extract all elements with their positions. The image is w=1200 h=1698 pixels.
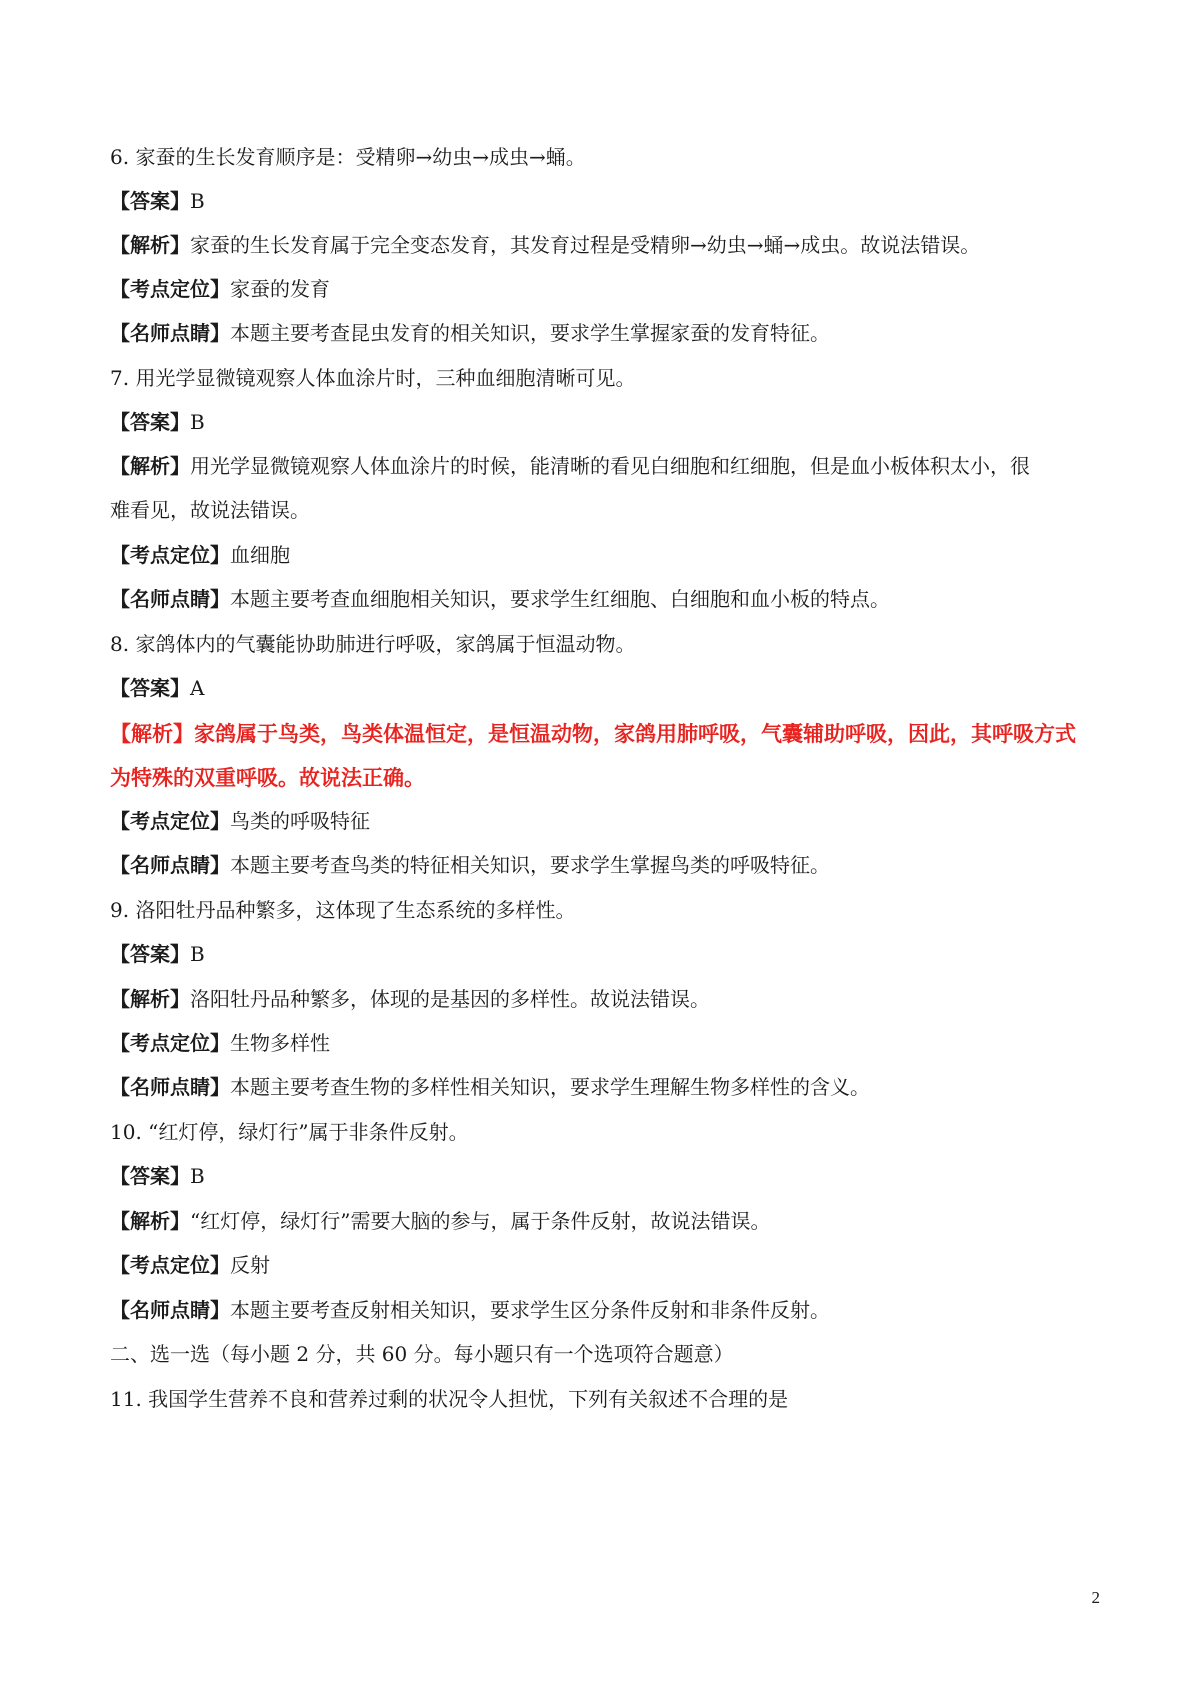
teacher-note-line	[110, 853, 830, 877]
topic-line	[110, 277, 330, 301]
topic-tag: 【考点定位】	[110, 809, 230, 833]
analysis-text: 洛阳牡丹品种繁多，体现的是基因的多样性。故说法错误。	[190, 987, 710, 1011]
topic-line	[110, 543, 290, 567]
answer-value: B	[190, 410, 205, 434]
question-9	[110, 898, 575, 922]
teacher-note-text: 本题主要考查反射相关知识，要求学生区分条件反射和非条件反射。	[230, 1298, 830, 1322]
answer-value: B	[190, 189, 205, 213]
answer-tag: 【答案】	[110, 676, 190, 700]
topic-text: 血细胞	[230, 543, 290, 567]
topic-text: 鸟类的呼吸特征	[230, 809, 370, 833]
teacher-note-line	[110, 587, 890, 611]
analysis-continuation-highlighted	[110, 766, 425, 790]
analysis-tag: 【解析】	[110, 722, 194, 746]
question-8	[110, 632, 635, 656]
analysis-line	[110, 233, 980, 257]
question-text: 9. 洛阳牡丹品种繁多，这体现了生态系统的多样性。	[110, 898, 576, 922]
analysis-line-highlighted	[110, 722, 1076, 746]
analysis-tag: 【解析】	[110, 1209, 190, 1233]
question-6	[110, 145, 586, 169]
section-heading	[110, 1342, 734, 1366]
teacher-note-tag: 【名师点睛】	[110, 1298, 230, 1322]
topic-tag: 【考点定位】	[110, 1253, 230, 1277]
teacher-note-text: 本题主要考查血细胞相关知识，要求学生红细胞、白细胞和血小板的特点。	[230, 587, 890, 611]
teacher-note-text: 本题主要考查生物的多样性相关知识，要求学生理解生物多样性的含义。	[230, 1075, 870, 1099]
topic-text: 生物多样性	[230, 1031, 330, 1055]
question-text: 10. “红灯停，绿灯行”属于非条件反射。	[110, 1120, 469, 1144]
teacher-note-tag: 【名师点睛】	[110, 853, 230, 877]
question-text: 6. 家蚕的生长发育顺序是：受精卵→幼虫→成虫→蛹。	[110, 145, 586, 169]
teacher-note-tag: 【名师点睛】	[110, 321, 230, 345]
teacher-note-text: 本题主要考查鸟类的特征相关知识，要求学生掌握鸟类的呼吸特征。	[230, 853, 830, 877]
question-7	[110, 366, 635, 390]
analysis-line	[110, 987, 710, 1011]
analysis-text: 家鸽属于鸟类，鸟类体温恒定，是恒温动物，家鸽用肺呼吸，气囊辅助呼吸，因此，其呼吸方式	[194, 722, 1076, 746]
teacher-note-line	[110, 1298, 830, 1322]
topic-tag: 【考点定位】	[110, 1031, 230, 1055]
question-11	[110, 1387, 788, 1411]
answer-tag: 【答案】	[110, 942, 190, 966]
teacher-note-line	[110, 321, 830, 345]
teacher-note-tag: 【名师点睛】	[110, 587, 230, 611]
section-heading-text: 二、选一选（每小题 2 分，共 60 分。每小题只有一个选项符合题意）	[110, 1342, 734, 1366]
analysis-line	[110, 1209, 770, 1233]
answer-line	[110, 676, 204, 700]
topic-text: 反射	[230, 1253, 270, 1277]
topic-tag: 【考点定位】	[110, 277, 230, 301]
answer-tag: 【答案】	[110, 410, 190, 434]
page-number: 2	[1091, 1588, 1100, 1607]
analysis-text: “红灯停，绿灯行”需要大脑的参与，属于条件反射，故说法错误。	[190, 1209, 771, 1233]
analysis-text: 为特殊的双重呼吸。故说法正确。	[110, 766, 425, 790]
answer-value: B	[190, 942, 205, 966]
question-text: 7. 用光学显微镜观察人体血涂片时，三种血细胞清晰可见。	[110, 366, 636, 390]
analysis-line	[110, 454, 1030, 478]
analysis-tag: 【解析】	[110, 987, 190, 1011]
answer-value: B	[190, 1164, 205, 1188]
teacher-note-line	[110, 1075, 870, 1099]
analysis-tag: 【解析】	[110, 233, 190, 257]
answer-tag: 【答案】	[110, 1164, 190, 1188]
answer-line	[110, 1164, 205, 1188]
answer-line	[110, 942, 205, 966]
analysis-text: 家蚕的生长发育属于完全变态发育，其发育过程是受精卵→幼虫→蛹→成虫。故说法错误。	[190, 233, 981, 257]
analysis-continuation	[110, 498, 310, 522]
teacher-note-text: 本题主要考查昆虫发育的相关知识，要求学生掌握家蚕的发育特征。	[230, 321, 830, 345]
analysis-text: 难看见，故说法错误。	[110, 498, 310, 522]
question-10	[110, 1120, 469, 1144]
teacher-note-tag: 【名师点睛】	[110, 1075, 230, 1099]
answer-line	[110, 189, 205, 213]
answer-value: A	[190, 676, 205, 700]
topic-line	[110, 1253, 270, 1277]
topic-text: 家蚕的发育	[230, 277, 330, 301]
analysis-tag: 【解析】	[110, 454, 190, 478]
topic-line	[110, 1031, 330, 1055]
answer-tag: 【答案】	[110, 189, 190, 213]
topic-line	[110, 809, 370, 833]
question-text: 11. 我国学生营养不良和营养过剩的状况令人担忧，下列有关叙述不合理的是	[110, 1387, 789, 1411]
analysis-text: 用光学显微镜观察人体血涂片的时候，能清晰的看见白细胞和红细胞，但是血小板体积太小，很	[190, 454, 1030, 478]
question-text: 8. 家鸽体内的气囊能协助肺进行呼吸，家鸽属于恒温动物。	[110, 632, 636, 656]
answer-line	[110, 410, 205, 434]
topic-tag: 【考点定位】	[110, 543, 230, 567]
